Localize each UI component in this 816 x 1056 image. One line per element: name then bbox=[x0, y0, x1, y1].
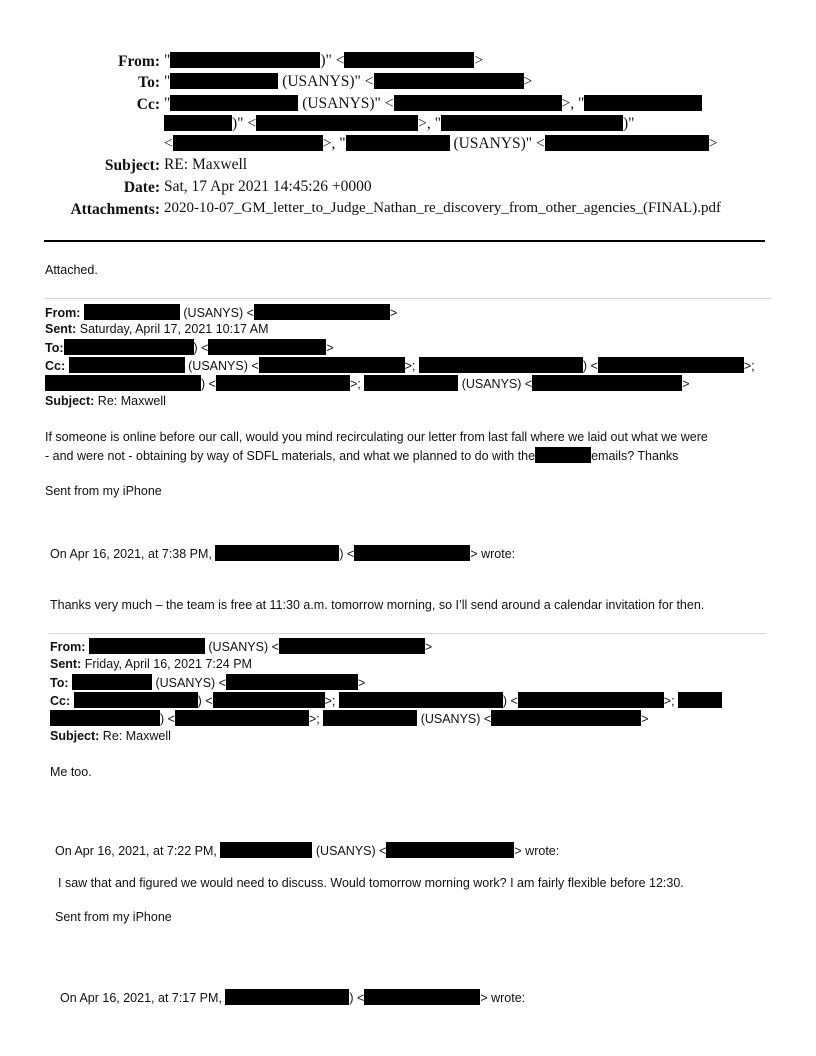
header-to-value: " (USANYS)" < > bbox=[164, 73, 533, 90]
redaction bbox=[386, 842, 514, 858]
redaction bbox=[69, 357, 185, 373]
redaction bbox=[208, 339, 326, 355]
redaction bbox=[339, 692, 503, 708]
msg1-subject-row: Subject: Re: Maxwell bbox=[45, 394, 166, 408]
attachment-filename[interactable]: 2020-10-07_GM_letter_to_Judge_Nathan_re_discovery_from_other_agencies_(FINAL).pdf bbox=[164, 200, 721, 216]
redaction bbox=[225, 989, 349, 1005]
header-cc-line3: < >, " (USANYS)" < > bbox=[164, 135, 718, 152]
redaction bbox=[323, 710, 417, 726]
redaction bbox=[226, 674, 358, 690]
redaction bbox=[598, 357, 744, 373]
redaction bbox=[346, 135, 450, 151]
msg3-from-row: From: (USANYS) < > bbox=[50, 640, 433, 654]
redaction bbox=[535, 447, 591, 463]
header-subject-value: RE: Maxwell bbox=[164, 156, 248, 173]
from-label: From: bbox=[118, 53, 160, 70]
header-divider bbox=[44, 240, 765, 242]
msg5-attribution: On Apr 16, 2021, at 7:17 PM, ) < > wrote: bbox=[60, 991, 526, 1005]
msg3-cc-row2: ) < >; (USANYS) < > bbox=[50, 710, 649, 728]
msg4-body: I saw that and figured we would need to discuss. Would tomorrow morning work? I am fairly flexible before 12:30. bbox=[58, 876, 684, 890]
divider bbox=[49, 633, 766, 634]
msg1-cc-row1: Cc: (USANYS) < >; ) < >; bbox=[45, 359, 755, 373]
msg2-attribution: On Apr 16, 2021, at 7:38 PM, ) < > wrote: bbox=[50, 547, 516, 561]
msg1-to-row: To: ) < > bbox=[45, 341, 334, 355]
redaction bbox=[164, 115, 232, 131]
msg3-body: Me too. bbox=[50, 765, 92, 779]
msg2-body: Thanks very much – the team is free at 11:30 a.m. tomorrow morning, so I’ll send around a calendar invitation for then. bbox=[50, 598, 705, 612]
redaction bbox=[584, 95, 702, 111]
redaction bbox=[50, 710, 160, 726]
cc-label: Cc: bbox=[136, 96, 160, 113]
redaction bbox=[216, 375, 350, 391]
msg1-body-line1: If someone is online before our call, would you mind recirculating our letter from last fall where we laid out what we were bbox=[45, 430, 708, 444]
redaction bbox=[215, 545, 339, 561]
date-label: Date: bbox=[123, 179, 160, 196]
redaction bbox=[173, 135, 323, 151]
redaction bbox=[89, 638, 205, 654]
redaction bbox=[220, 842, 312, 858]
redaction bbox=[72, 674, 152, 690]
redaction bbox=[64, 339, 194, 355]
redaction bbox=[364, 375, 458, 391]
msg3-cc-row1: Cc: ) < >; ) < >; bbox=[50, 692, 722, 710]
msg3-sent-row: Sent: Friday, April 16, 2021 7:24 PM bbox=[50, 657, 252, 671]
redaction bbox=[279, 638, 425, 654]
msg3-to-row: To: (USANYS) < > bbox=[50, 676, 366, 690]
redaction bbox=[84, 304, 180, 320]
redaction bbox=[213, 692, 325, 708]
divider bbox=[44, 298, 771, 299]
header-from-value: " )" < > bbox=[164, 52, 484, 69]
redaction bbox=[364, 989, 480, 1005]
redaction bbox=[374, 73, 524, 89]
msg4-attribution: On Apr 16, 2021, at 7:22 PM, (USANYS) < > wrote: bbox=[55, 844, 560, 858]
redaction bbox=[170, 73, 278, 89]
redaction bbox=[394, 95, 562, 111]
header-date-value: Sat, 17 Apr 2021 14:45:26 +0000 bbox=[164, 178, 372, 195]
redaction bbox=[491, 710, 641, 726]
header-cc-line2: )" < >, " )" bbox=[164, 115, 634, 133]
msg1-cc-row2: ) < >; (USANYS) < > bbox=[45, 375, 690, 393]
redaction bbox=[441, 115, 623, 131]
to-label: To: bbox=[138, 74, 160, 91]
redaction bbox=[170, 95, 298, 111]
msg1-signature: Sent from my iPhone bbox=[45, 484, 162, 498]
redaction bbox=[518, 692, 664, 708]
subject-label: Subject: bbox=[104, 157, 160, 174]
redaction bbox=[344, 52, 474, 68]
redaction bbox=[354, 545, 470, 561]
body-text: Attached. bbox=[45, 263, 98, 277]
redaction bbox=[170, 52, 320, 68]
msg1-sent-row: Sent: Saturday, April 17, 2021 10:17 AM bbox=[45, 322, 269, 336]
msg3-subject-row: Subject: Re: Maxwell bbox=[50, 729, 171, 743]
redaction bbox=[256, 115, 418, 131]
redaction bbox=[74, 692, 198, 708]
redaction bbox=[532, 375, 682, 391]
attachments-label: Attachments: bbox=[70, 201, 160, 218]
msg1-body-line2: - and were not - obtaining by way of SDFL materials, and what we planned to do with the emails? Thanks bbox=[45, 449, 679, 463]
msg4-signature: Sent from my iPhone bbox=[55, 910, 172, 924]
redaction bbox=[545, 135, 709, 151]
redaction bbox=[254, 304, 390, 320]
redaction bbox=[259, 357, 405, 373]
header-cc-line1: " (USANYS)" < >, " bbox=[164, 95, 702, 113]
redaction bbox=[678, 692, 722, 708]
redaction bbox=[419, 357, 583, 373]
redaction bbox=[175, 710, 309, 726]
msg1-from-row: From: (USANYS) < > bbox=[45, 306, 398, 320]
redaction bbox=[45, 375, 201, 391]
